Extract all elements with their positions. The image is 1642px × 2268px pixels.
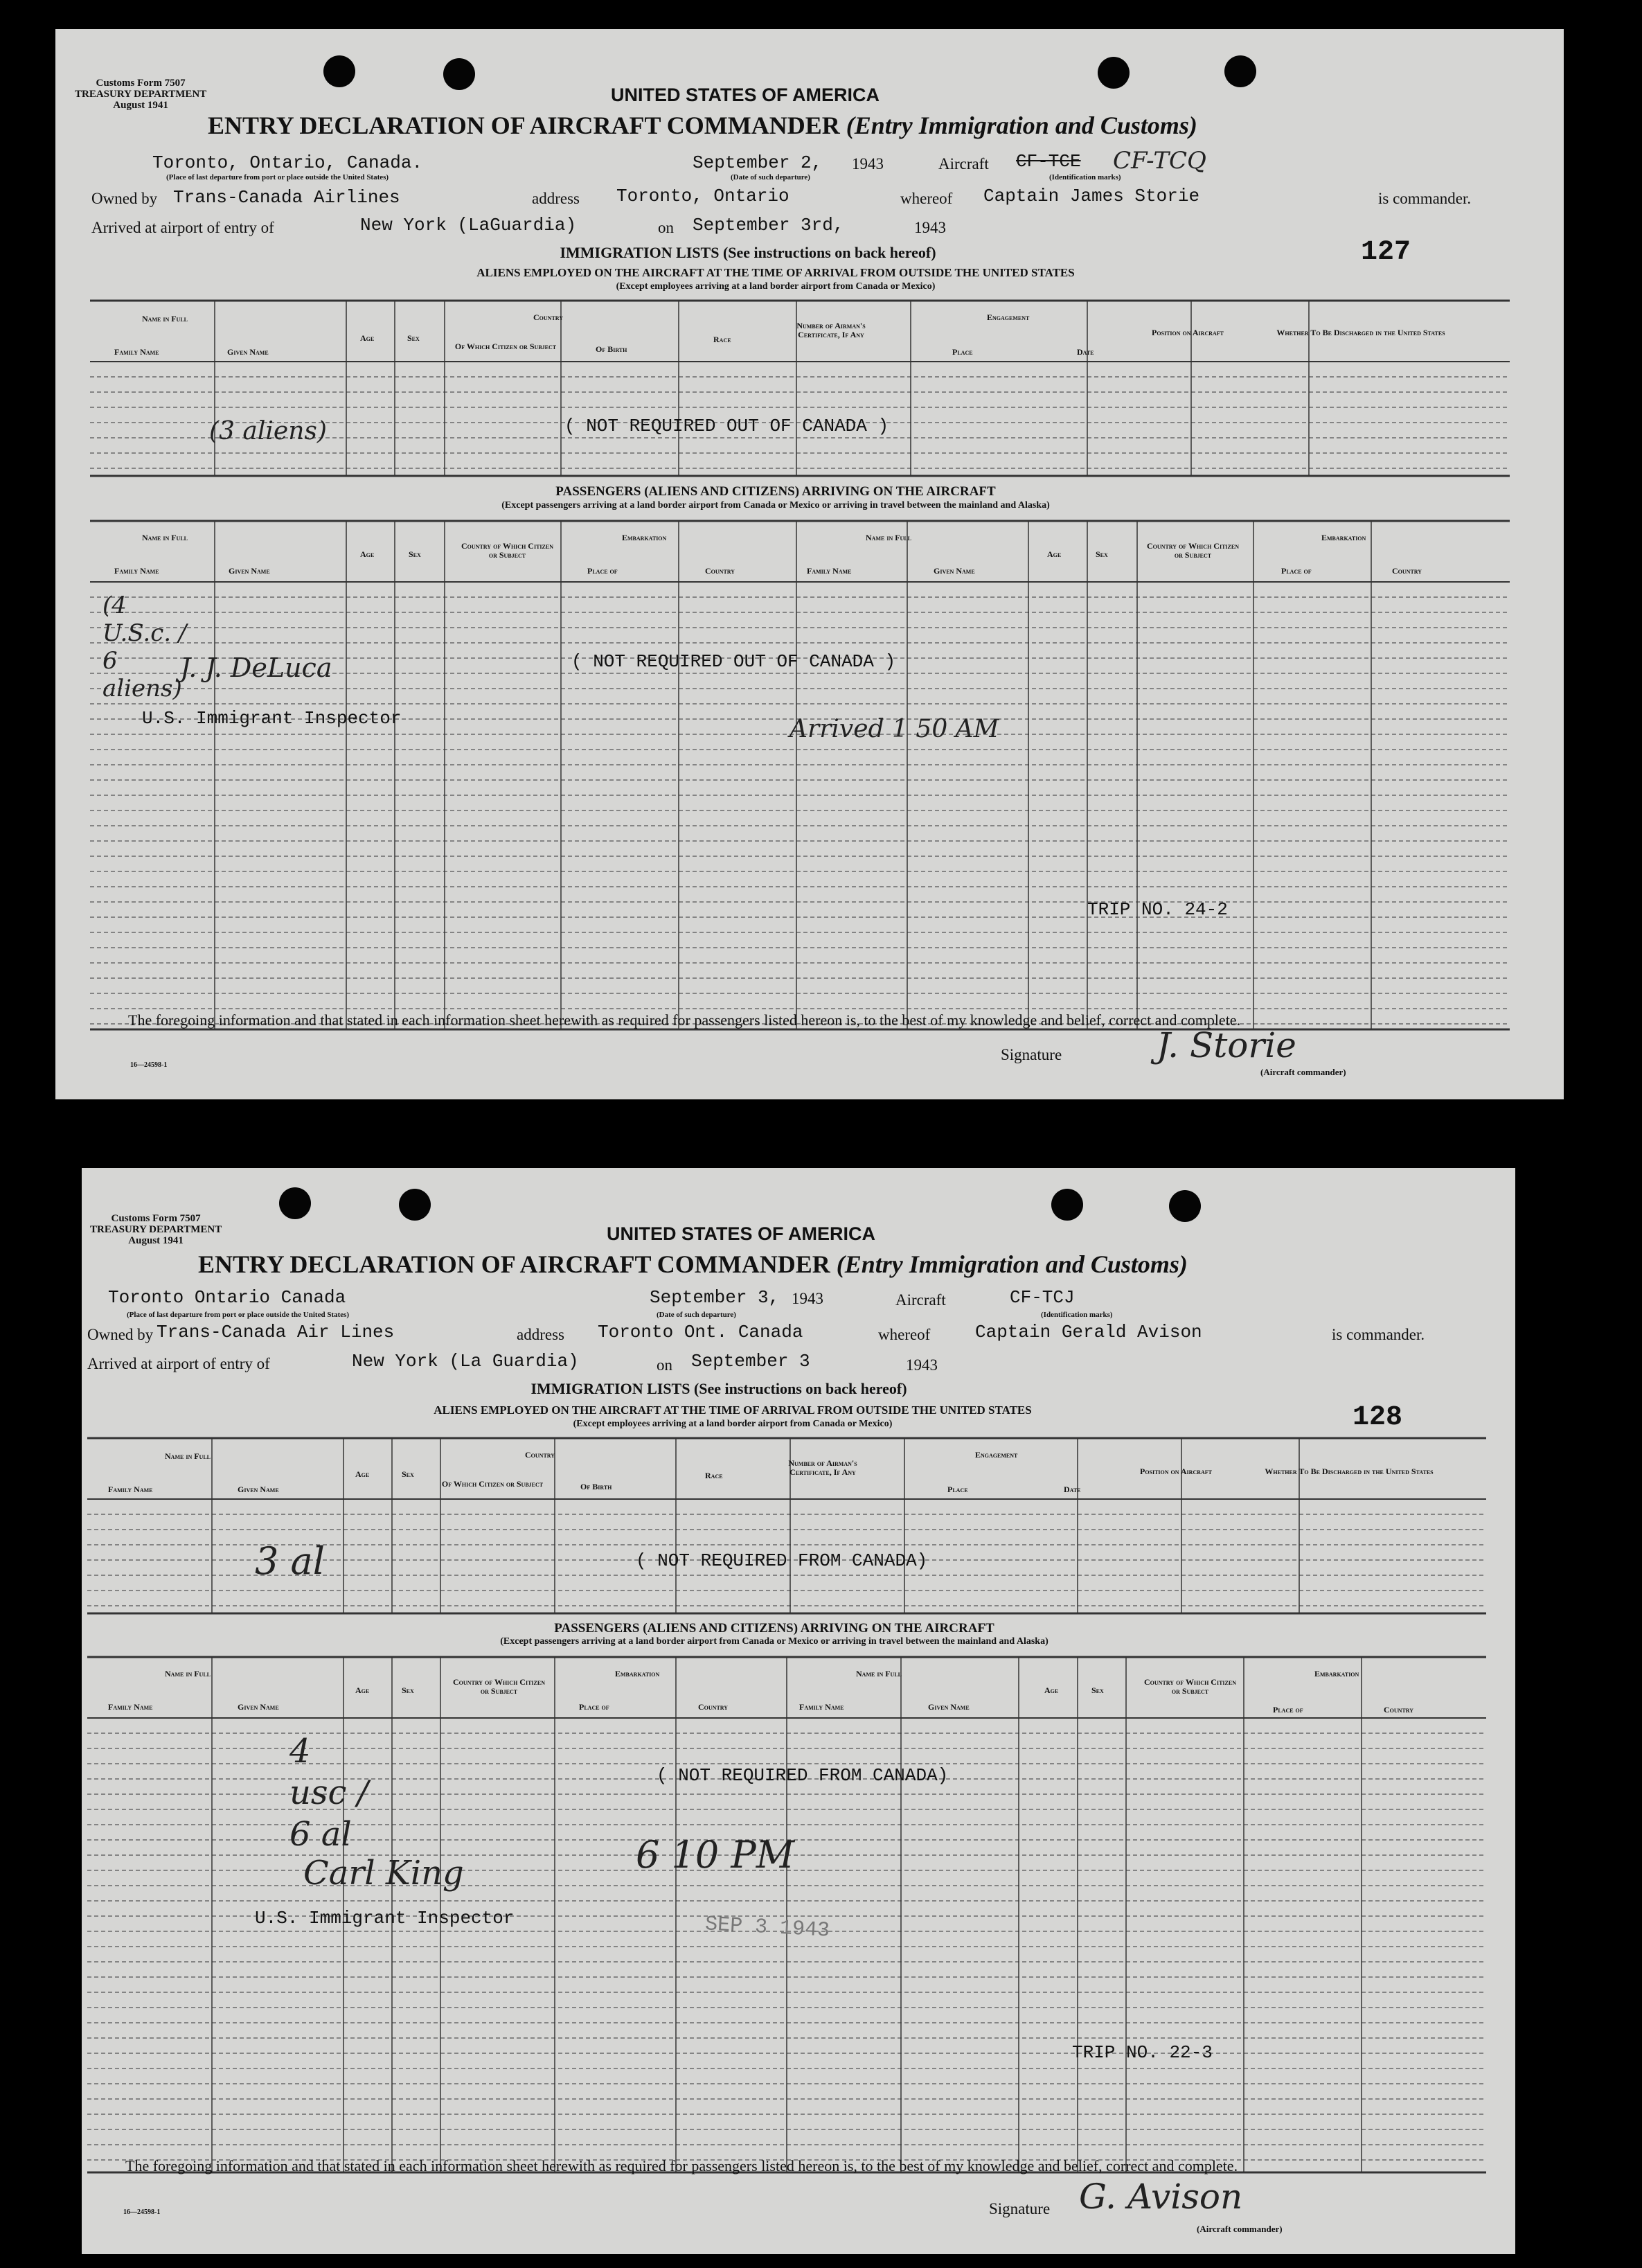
signature-label: Signature <box>1001 1046 1062 1063</box>
punch-hole <box>279 1187 311 1219</box>
col-engagement-place: Place <box>952 347 973 357</box>
col-country: Country <box>525 1450 555 1460</box>
whereof-label: whereof <box>900 190 953 207</box>
col-race: Race <box>705 1471 723 1480</box>
aliens-subheading: (Except employees arriving at a land border airport from Canada or Mexico) <box>573 1419 893 1429</box>
departure-place: Toronto, Ontario, Canada. <box>152 152 423 173</box>
col-airman-certificate: Number of Airman's Certificate, If Any <box>788 1458 857 1477</box>
col-place-of: Place of <box>579 1702 609 1712</box>
col-discharged: Whether To Be Discharged in the United States <box>1265 1467 1434 1476</box>
owner: Trans-Canada Air Lines <box>157 1322 395 1343</box>
col-sex: Sex <box>407 333 420 343</box>
col-given-name-2: Given Name <box>934 566 975 576</box>
aliens-subheading: (Except employees arriving at a land border airport from Canada or Mexico) <box>616 281 936 292</box>
form-number: Customs Form 7507 TREASURY DEPARTMENT August 1941 <box>75 78 207 111</box>
col-name-in-full: Name in Full <box>142 314 188 324</box>
aircraft-id: CF-TCQ <box>1113 147 1206 175</box>
col-family-name-2: Family Name <box>799 1702 844 1712</box>
passengers-subheading: (Except passengers arriving at a land border airport from Canada or Mexico or arriving in travel between the mainland and Alaska) <box>500 1636 1048 1647</box>
departure-date: September 3, <box>650 1287 780 1308</box>
punch-hole <box>1224 55 1256 87</box>
commander-name: Captain Gerald Avison <box>975 1322 1202 1343</box>
col-name-in-full: Name in Full <box>165 1669 211 1678</box>
certification-text: The foregoing information and that stated in each information sheet herewith as required for passengers listed hereon is, to the best of my knowledge and belief, correct and complete. <box>125 2157 1238 2174</box>
punch-hole <box>323 55 355 87</box>
col-family-name: Family Name <box>108 1485 153 1494</box>
col-name-in-full: Name in Full <box>142 533 188 542</box>
address-label: address <box>517 1326 564 1343</box>
col-name-in-full-2: Name in Full <box>856 1669 902 1678</box>
col-given-name: Given Name <box>229 566 270 576</box>
col-sex-2: Sex <box>1091 1685 1104 1695</box>
arrived-label: Arrived at airport of entry of <box>87 1355 270 1372</box>
owned-label: Owned by <box>91 190 158 207</box>
arrival-airport: New York (La Guardia) <box>352 1351 579 1372</box>
col-citizen-of-2: Country of Which Citizen or Subject <box>1147 541 1239 560</box>
col-engagement-place: Place <box>947 1485 968 1494</box>
commander-signature: J. Storie <box>1157 1025 1296 1065</box>
crew-not-required: ( NOT REQUIRED OUT OF CANADA ) <box>564 416 889 436</box>
passenger-handwritten-note: 4 usc / 6 al <box>289 1732 368 1854</box>
col-citizen-of: Of Which Citizen or Subject <box>441 1479 544 1489</box>
aliens-heading: ALIENS EMPLOYED ON THE AIRCRAFT AT THE TIME OF ARRIVAL FROM OUTSIDE THE UNITED STATES <box>434 1403 1032 1417</box>
signature-label: Signature <box>989 2200 1051 2217</box>
on-label: on <box>658 219 674 236</box>
col-engagement-date: Date <box>1077 347 1094 357</box>
commander-name: Captain James Storie <box>983 186 1200 206</box>
col-name-in-full-2: Name in Full <box>866 533 911 542</box>
col-sex: Sex <box>402 1685 414 1695</box>
signature-caption: (Aircraft commander) <box>1197 2224 1283 2234</box>
col-sex-2: Sex <box>1096 549 1108 559</box>
col-name-in-full: Name in Full <box>165 1451 211 1461</box>
signature-caption: (Aircraft commander) <box>1260 1067 1346 1077</box>
immigration-lists-heading: IMMIGRATION LISTS (See instructions on back hereof) <box>560 244 936 261</box>
aircraft-id: CF-TCJ <box>1010 1287 1075 1308</box>
commander-signature: G. Avison <box>1079 2177 1243 2217</box>
col-position: Position on Aircraft <box>1151 328 1224 337</box>
address-label: address <box>532 190 580 207</box>
col-country: Country <box>533 312 564 322</box>
crew-handwritten-note: 3 al <box>255 1539 325 1583</box>
col-place-of: Place of <box>587 566 618 576</box>
punch-hole <box>1051 1189 1083 1221</box>
country-heading: UNITED STATES OF AMERICA <box>611 85 880 105</box>
trip-number: TRIP NO. 24-2 <box>1087 899 1228 920</box>
punch-hole <box>1098 57 1130 89</box>
col-country-2: Country <box>1384 1705 1414 1715</box>
col-place-of-2: Place of <box>1281 566 1312 576</box>
arrival-year: 1943 <box>906 1356 938 1374</box>
crew-handwritten-note: (3 aliens) <box>209 417 327 445</box>
is-commander: is commander. <box>1378 190 1472 207</box>
col-country: Country <box>698 1702 729 1712</box>
punch-hole <box>1169 1190 1201 1222</box>
departure-date: September 2, <box>693 152 823 173</box>
col-embarkation-2: Embarkation <box>1314 1669 1359 1678</box>
aircraft-caption: (Identification marks) <box>1049 173 1121 181</box>
departure-place: Toronto Ontario Canada <box>108 1287 346 1308</box>
sequence-number: 128 <box>1353 1402 1403 1433</box>
aircraft-label: Aircraft <box>895 1291 946 1309</box>
aliens-heading: ALIENS EMPLOYED ON THE AIRCRAFT AT THE TIME OF ARRIVAL FROM OUTSIDE THE UNITED STATES <box>476 266 1075 279</box>
passenger-not-required: ( NOT REQUIRED FROM CANADA) <box>657 1765 949 1786</box>
col-engagement: Engagement <box>975 1450 1018 1460</box>
col-family-name: Family Name <box>108 1702 153 1712</box>
address: Toronto Ont. Canada <box>598 1322 803 1343</box>
address: Toronto, Ontario <box>616 186 789 206</box>
col-given-name-2: Given Name <box>928 1702 970 1712</box>
whereof-label: whereof <box>878 1326 931 1343</box>
aircraft-struck: CF-TCE <box>1016 151 1081 172</box>
col-sex: Sex <box>402 1469 414 1479</box>
passengers-heading: PASSENGERS (ALIENS AND CITIZENS) ARRIVING ON THE AIRCRAFT <box>555 484 996 499</box>
immigration-lists-heading: IMMIGRATION LISTS (See instructions on back hereof) <box>530 1380 907 1397</box>
arrival-time-note: 6 10 PM <box>636 1833 795 1877</box>
aircraft-caption: (Identification marks) <box>1041 1311 1113 1319</box>
certification-text: The foregoing information and that stated in each information sheet herewith as required for passengers listed hereon is, to the best of my knowledge and belief, correct and complete. <box>128 1011 1241 1029</box>
inspector-signature: J. J. DeLuca <box>180 653 332 683</box>
year-prefix: 1943 <box>792 1290 823 1307</box>
arrived-label: Arrived at airport of entry of <box>91 219 274 236</box>
col-country: Country <box>705 566 735 576</box>
col-country-2: Country <box>1392 566 1422 576</box>
passenger-handwritten-note: (4 U.S.c. / 6 aliens) <box>102 592 187 702</box>
year-prefix: 1943 <box>852 155 884 172</box>
arrival-date: September 3rd, <box>693 215 844 236</box>
col-given-name: Given Name <box>238 1702 279 1712</box>
passengers-heading: PASSENGERS (ALIENS AND CITIZENS) ARRIVING ON THE AIRCRAFT <box>554 1621 994 1636</box>
date-caption: (Date of such departure) <box>657 1311 736 1319</box>
col-engagement-date: Date <box>1064 1485 1081 1494</box>
declaration-form-127 <box>55 29 1564 1099</box>
declaration-form-128 <box>82 1168 1515 2254</box>
date-caption: (Date of such departure) <box>731 173 810 181</box>
col-family-name: Family Name <box>114 566 159 576</box>
col-given-name: Given Name <box>227 347 269 357</box>
col-given-name: Given Name <box>238 1485 279 1494</box>
passenger-not-required: ( NOT REQUIRED OUT OF CANADA ) <box>571 651 896 672</box>
col-discharged: Whether To Be Discharged in the United States <box>1276 328 1445 337</box>
col-age-2: Age <box>1047 549 1062 559</box>
owner: Trans-Canada Airlines <box>173 187 400 208</box>
col-citizen-of: Of Which Citizen or Subject <box>454 342 557 351</box>
arrival-airport: New York (LaGuardia) <box>360 215 577 236</box>
col-country-of-birth: Of Birth <box>596 344 627 354</box>
col-embarkation: Embarkation <box>622 533 667 542</box>
departure-caption: (Place of last departure from port or place outside the United States) <box>166 173 389 181</box>
form-number: Customs Form 7507 TREASURY DEPARTMENT August 1941 <box>90 1213 222 1246</box>
trip-number: TRIP NO. 22-3 <box>1072 2042 1213 2063</box>
arrival-time-note: Arrived 1 50 AM <box>789 715 999 743</box>
col-place-of-2: Place of <box>1273 1705 1303 1715</box>
form-title: ENTRY DECLARATION OF AIRCRAFT COMMANDER (Entry Immigration and Customs) <box>198 1250 1188 1278</box>
on-label: on <box>657 1356 672 1374</box>
col-country-of-birth: Of Birth <box>580 1482 612 1491</box>
inspector-label: U.S. Immigrant Inspector <box>142 708 402 729</box>
departure-caption: (Place of last departure from port or place outside the United States) <box>127 1311 350 1319</box>
col-sex: Sex <box>409 549 421 559</box>
inspector-signature: Carl King <box>303 1854 464 1893</box>
col-age: Age <box>360 333 375 343</box>
col-citizen-of-2: Country of Which Citizen or Subject <box>1144 1677 1236 1696</box>
col-citizen-of: Country of Which Citizen or Subject <box>453 1677 545 1696</box>
sequence-number: 127 <box>1361 237 1411 268</box>
col-family-name-2: Family Name <box>807 566 852 576</box>
inspector-label: U.S. Immigrant Inspector <box>255 1908 515 1929</box>
col-age-2: Age <box>1044 1685 1059 1695</box>
passenger-table-grid <box>90 520 1517 1039</box>
col-family-name: Family Name <box>114 347 159 357</box>
col-position: Position on Aircraft <box>1139 1467 1212 1476</box>
form-title: ENTRY DECLARATION OF AIRCRAFT COMMANDER (Entry Immigration and Customs) <box>208 112 1197 139</box>
punch-hole <box>399 1189 431 1221</box>
col-engagement: Engagement <box>987 312 1030 322</box>
col-airman-certificate: Number of Airman's Certificate, If Any <box>796 321 866 339</box>
col-embarkation-2: Embarkation <box>1321 533 1366 542</box>
print-code: 16—24598-1 <box>130 1061 168 1069</box>
punch-hole <box>443 58 475 90</box>
col-age: Age <box>355 1685 370 1695</box>
col-citizen-of: Country of Which Citizen or Subject <box>461 541 553 560</box>
aircraft-label: Aircraft <box>938 155 989 172</box>
print-code: 16—24598-1 <box>123 2208 161 2216</box>
crew-not-required: ( NOT REQUIRED FROM CANADA) <box>636 1550 928 1571</box>
owned-label: Owned by <box>87 1326 154 1343</box>
col-race: Race <box>713 335 731 344</box>
passengers-subheading: (Except passengers arriving at a land border airport from Canada or Mexico or arriving in travel between the mainland and Alaska) <box>501 500 1050 511</box>
arrival-date: September 3 <box>691 1351 810 1372</box>
arrival-year: 1943 <box>914 219 946 236</box>
col-age: Age <box>360 549 375 559</box>
country-heading: UNITED STATES OF AMERICA <box>607 1223 875 1244</box>
col-embarkation: Embarkation <box>615 1669 660 1678</box>
col-age: Age <box>355 1469 370 1479</box>
is-commander: is commander. <box>1332 1326 1425 1343</box>
date-stamp: SEP 3 1943 <box>704 1913 830 1943</box>
